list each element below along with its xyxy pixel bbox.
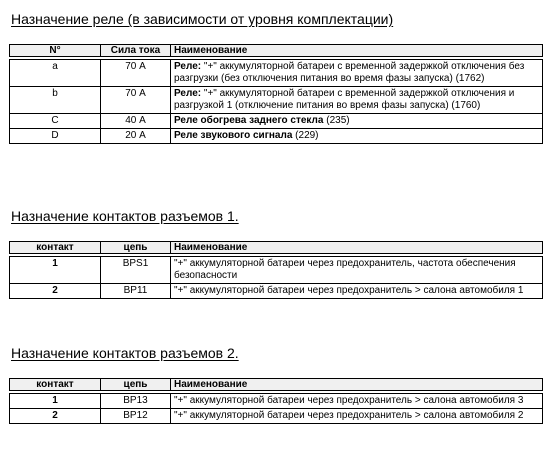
relay-title: Реле:	[174, 88, 202, 99]
pin-desc: "+" аккумуляторной батареи через предохранитель, частота обеспечения безопасности	[171, 257, 543, 284]
relay-table	[9, 44, 543, 144]
relay-desc-cell	[171, 60, 543, 87]
relay-current: 70 А	[101, 60, 171, 87]
relay-id: a	[10, 60, 101, 87]
pin-desc: "+" аккумуляторной батареи через предохранитель > салона автомобиля 1	[171, 284, 543, 299]
table-row	[10, 60, 543, 87]
table-row	[10, 409, 543, 424]
table-row	[10, 257, 543, 284]
table-row	[10, 284, 543, 299]
relay-desc-cell	[171, 129, 543, 144]
pin-number: 1	[10, 257, 101, 284]
col-header-name: Наименование	[171, 45, 543, 57]
table-row	[10, 87, 543, 114]
connector1-table	[9, 241, 543, 299]
col-header-circuit: цепь	[101, 379, 171, 391]
table-row	[10, 129, 543, 144]
pin-number: 1	[10, 394, 101, 409]
pin-number: 2	[10, 409, 101, 424]
connector2-table	[9, 378, 543, 424]
circuit-code: BP11	[101, 284, 171, 299]
relay-desc-cell	[171, 114, 543, 129]
relay-id: C	[10, 114, 101, 129]
col-header-pin: контакт	[10, 242, 101, 254]
relay-desc: "+" аккумуляторной батареи с временной задержкой отключения и разгрузкой 1 (отключение питания во время фазы запуска) (1760)	[174, 88, 515, 111]
connector2-heading: Назначение контактов разъемов 2.	[11, 345, 239, 361]
circuit-code: BPS1	[101, 257, 171, 284]
circuit-code: BP13	[101, 394, 171, 409]
col-header-circuit: цепь	[101, 242, 171, 254]
table-row	[10, 394, 543, 409]
circuit-code: BP12	[101, 409, 171, 424]
relay-heading: Назначение реле (в зависимости от уровня комплектации)	[11, 11, 394, 27]
relay-header-row	[10, 45, 543, 57]
col-header-name: Наименование	[171, 379, 543, 391]
col-header-pin: контакт	[10, 379, 101, 391]
relay-desc: "+" аккумуляторной батареи с временной задержкой отключения без разгрузки (без отключения питания во время фазы запуска) (1762)	[174, 61, 525, 84]
relay-desc: (229)	[295, 130, 319, 141]
relay-current: 20 А	[101, 129, 171, 144]
connector1-heading: Назначение контактов разъемов 1.	[11, 208, 239, 224]
relay-title: Реле обогрева заднего стекла	[174, 115, 324, 126]
table-row	[10, 114, 543, 129]
relay-desc-cell	[171, 87, 543, 114]
relay-title: Реле звукового сигнала	[174, 130, 293, 141]
relay-id: b	[10, 87, 101, 114]
connector1-header-row	[10, 242, 543, 254]
relay-title: Реле:	[174, 61, 202, 72]
relay-current: 70 А	[101, 87, 171, 114]
col-header-name: Наименование	[171, 242, 543, 254]
col-header-current: Сила тока	[101, 45, 171, 57]
relay-current: 40 А	[101, 114, 171, 129]
col-header-number: N°	[10, 45, 101, 57]
relay-id: D	[10, 129, 101, 144]
pin-desc: "+" аккумуляторной батареи через предохранитель > салона автомобиля 2	[171, 409, 543, 424]
pin-number: 2	[10, 284, 101, 299]
connector2-header-row	[10, 379, 543, 391]
relay-desc: (235)	[326, 115, 350, 126]
pin-desc: "+" аккумуляторной батареи через предохранитель > салона автомобиля 3	[171, 394, 543, 409]
